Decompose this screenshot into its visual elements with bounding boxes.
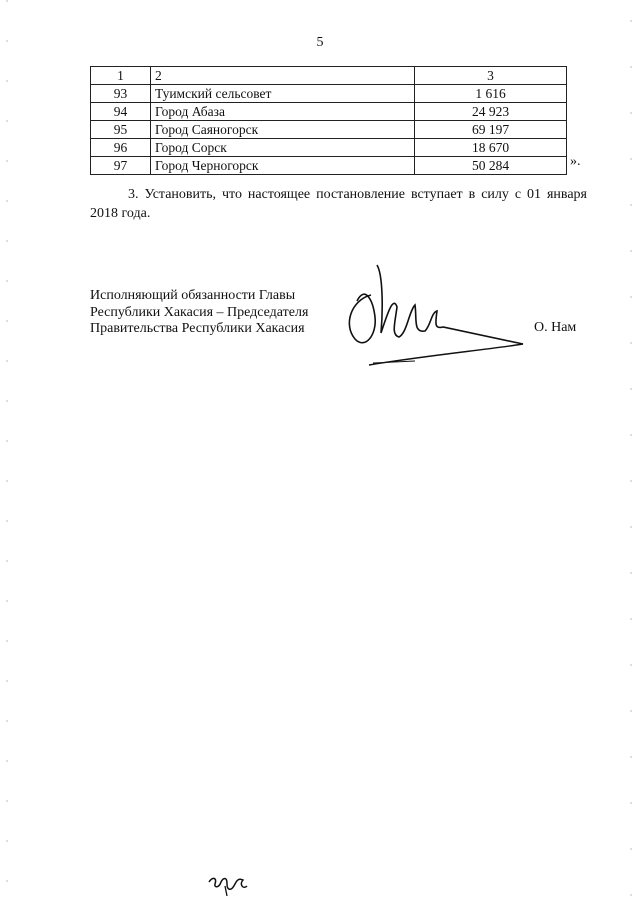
signer-title-line: Республики Хакасия – Председателя [90, 304, 309, 320]
column-header-2: 2 [151, 67, 415, 85]
signer-name: О. Нам [534, 320, 577, 335]
closing-quote-mark: ». [570, 154, 581, 169]
value-cell: 69 197 [415, 121, 567, 139]
handwritten-signature [335, 255, 535, 380]
table-row [91, 139, 567, 157]
signer-title-line: Правительства Республики Хакасия [90, 321, 305, 336]
table-row [91, 103, 567, 121]
municipality-cell: Город Сорск [151, 139, 415, 157]
handwritten-initials-mark [205, 868, 255, 903]
page-number: 5 [316, 35, 324, 50]
municipality-cell: Город Черногорск [151, 157, 415, 175]
value-cell: 18 670 [415, 139, 567, 157]
municipality-cell: Город Саяногорск [151, 121, 415, 139]
municipality-cell: Город Абаза [151, 103, 415, 121]
table-row [91, 157, 567, 175]
signer-title-line: Исполняющий обязанности Главы [90, 288, 296, 303]
row-number-cell: 93 [91, 85, 151, 103]
table-row [91, 121, 567, 139]
signer-title [90, 288, 308, 338]
value-cell: 50 284 [415, 157, 567, 175]
table-header-row [91, 67, 567, 85]
value-cell: 24 923 [415, 103, 567, 121]
row-number-cell: 95 [91, 121, 151, 139]
data-table [90, 66, 567, 175]
table-row [91, 85, 567, 103]
column-header-3: 3 [415, 67, 567, 85]
municipality-cell: Туимский сельсовет [151, 85, 415, 103]
decree-paragraph: 3. Установить, что настоящее постановление вступает в силу с 01 января 2018 года. [90, 187, 587, 221]
value-cell: 1 616 [415, 85, 567, 103]
row-number-cell: 96 [91, 139, 151, 157]
scan-edge-dots-left [6, 0, 8, 905]
row-number-cell: 94 [91, 103, 151, 121]
scan-edge-dots-right [630, 0, 632, 905]
row-number-cell: 97 [91, 157, 151, 175]
column-header-1: 1 [91, 67, 151, 85]
